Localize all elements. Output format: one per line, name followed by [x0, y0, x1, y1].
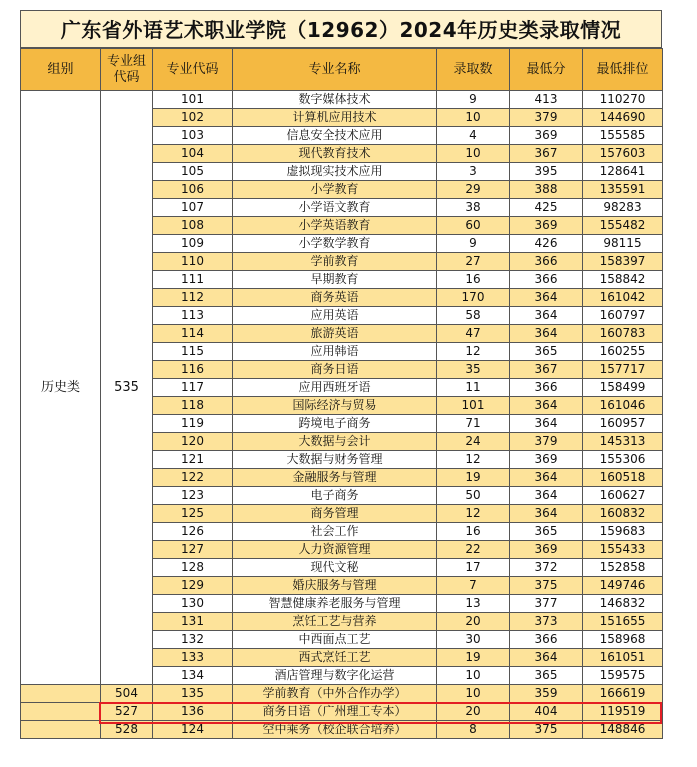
major-code-cell: 109 — [153, 235, 233, 253]
header-row — [21, 49, 663, 91]
major-code-cell: 115 — [153, 343, 233, 361]
major-code-cell: 102 — [153, 109, 233, 127]
count-cell: 58 — [437, 307, 510, 325]
group-code-cell: 504 — [101, 685, 153, 703]
min-rank-cell: 160518 — [583, 469, 663, 487]
min-rank-cell: 159683 — [583, 523, 663, 541]
min-rank-cell: 144690 — [583, 109, 663, 127]
min-rank-cell: 160832 — [583, 505, 663, 523]
min-rank-cell: 145313 — [583, 433, 663, 451]
min-rank-cell: 155585 — [583, 127, 663, 145]
count-cell: 24 — [437, 433, 510, 451]
major-name-cell: 智慧健康养老服务与管理 — [233, 595, 437, 613]
major-name-cell: 应用英语 — [233, 307, 437, 325]
min-rank-cell: 98115 — [583, 235, 663, 253]
min-rank-cell: 160627 — [583, 487, 663, 505]
count-cell: 71 — [437, 415, 510, 433]
min-rank-cell: 155482 — [583, 217, 663, 235]
group-code-cell: 527 — [101, 703, 153, 721]
header-group-code: 专业组代码 — [101, 49, 153, 91]
min-rank-cell: 148846 — [583, 721, 663, 739]
min-rank-cell: 146832 — [583, 595, 663, 613]
major-name-cell: 小学教育 — [233, 181, 437, 199]
count-cell: 19 — [437, 469, 510, 487]
min-rank-cell: 161046 — [583, 397, 663, 415]
min-rank-cell: 158499 — [583, 379, 663, 397]
min-rank-cell: 161042 — [583, 289, 663, 307]
major-name-cell: 现代教育技术 — [233, 145, 437, 163]
major-name-cell: 人力资源管理 — [233, 541, 437, 559]
count-cell: 47 — [437, 325, 510, 343]
major-name-cell: 学前教育（中外合作办学） — [233, 685, 437, 703]
major-code-cell: 112 — [153, 289, 233, 307]
count-cell: 170 — [437, 289, 510, 307]
major-name-cell: 商务英语 — [233, 289, 437, 307]
major-name-cell: 中西面点工艺 — [233, 631, 437, 649]
min-score-cell: 379 — [510, 109, 583, 127]
major-name-cell: 小学数学教育 — [233, 235, 437, 253]
major-code-cell: 131 — [153, 613, 233, 631]
min-rank-cell: 160957 — [583, 415, 663, 433]
major-name-cell: 婚庆服务与管理 — [233, 577, 437, 595]
count-cell: 20 — [437, 613, 510, 631]
min-score-cell: 375 — [510, 577, 583, 595]
empty-group-cell — [21, 685, 101, 703]
min-score-cell: 379 — [510, 433, 583, 451]
table-row — [21, 721, 663, 739]
min-rank-cell: 161051 — [583, 649, 663, 667]
count-cell: 35 — [437, 361, 510, 379]
min-score-cell: 395 — [510, 163, 583, 181]
major-code-cell: 124 — [153, 721, 233, 739]
major-code-cell: 133 — [153, 649, 233, 667]
min-score-cell: 366 — [510, 379, 583, 397]
major-code-cell: 110 — [153, 253, 233, 271]
admission-sheet — [20, 10, 662, 739]
min-rank-cell: 149746 — [583, 577, 663, 595]
min-score-cell: 364 — [510, 505, 583, 523]
min-score-cell: 364 — [510, 307, 583, 325]
min-score-cell: 364 — [510, 469, 583, 487]
major-name-cell: 社会工作 — [233, 523, 437, 541]
count-cell: 12 — [437, 451, 510, 469]
major-name-cell: 早期教育 — [233, 271, 437, 289]
min-score-cell: 375 — [510, 721, 583, 739]
min-rank-cell: 157603 — [583, 145, 663, 163]
major-code-cell: 123 — [153, 487, 233, 505]
min-score-cell: 364 — [510, 649, 583, 667]
min-rank-cell: 159575 — [583, 667, 663, 685]
count-cell: 8 — [437, 721, 510, 739]
count-cell: 10 — [437, 145, 510, 163]
major-name-cell: 应用西班牙语 — [233, 379, 437, 397]
major-name-cell: 跨境电子商务 — [233, 415, 437, 433]
min-score-cell: 369 — [510, 541, 583, 559]
header-group: 组别 — [21, 49, 101, 91]
min-rank-cell: 110270 — [583, 91, 663, 109]
major-name-cell: 小学语文教育 — [233, 199, 437, 217]
count-cell: 50 — [437, 487, 510, 505]
empty-group-cell — [21, 703, 101, 721]
major-code-cell: 118 — [153, 397, 233, 415]
major-name-cell: 酒店管理与数字化运营 — [233, 667, 437, 685]
min-rank-cell: 155433 — [583, 541, 663, 559]
header-min-rank: 最低排位 — [583, 49, 663, 91]
count-cell: 9 — [437, 235, 510, 253]
min-score-cell: 373 — [510, 613, 583, 631]
min-score-cell: 413 — [510, 91, 583, 109]
major-name-cell: 商务日语 — [233, 361, 437, 379]
major-name-cell: 计算机应用技术 — [233, 109, 437, 127]
header-count: 录取数 — [437, 49, 510, 91]
major-code-cell: 106 — [153, 181, 233, 199]
count-cell: 27 — [437, 253, 510, 271]
count-cell: 16 — [437, 523, 510, 541]
major-name-cell: 西式烹饪工艺 — [233, 649, 437, 667]
min-score-cell: 367 — [510, 145, 583, 163]
major-name-cell: 现代文秘 — [233, 559, 437, 577]
major-code-cell: 128 — [153, 559, 233, 577]
table-row — [21, 703, 663, 721]
group-label-cell: 历史类 — [21, 91, 101, 685]
major-code-cell: 127 — [153, 541, 233, 559]
count-cell: 16 — [437, 271, 510, 289]
major-code-cell: 135 — [153, 685, 233, 703]
count-cell: 7 — [437, 577, 510, 595]
major-code-cell: 116 — [153, 361, 233, 379]
major-name-cell: 金融服务与管理 — [233, 469, 437, 487]
major-name-cell: 旅游英语 — [233, 325, 437, 343]
major-name-cell: 小学英语教育 — [233, 217, 437, 235]
min-rank-cell: 151655 — [583, 613, 663, 631]
min-rank-cell: 160783 — [583, 325, 663, 343]
group-code-cell: 535 — [101, 91, 153, 685]
count-cell: 30 — [437, 631, 510, 649]
count-cell: 9 — [437, 91, 510, 109]
major-code-cell: 121 — [153, 451, 233, 469]
min-score-cell: 366 — [510, 271, 583, 289]
min-rank-cell: 158397 — [583, 253, 663, 271]
major-code-cell: 105 — [153, 163, 233, 181]
min-score-cell: 372 — [510, 559, 583, 577]
major-name-cell: 数字媒体技术 — [233, 91, 437, 109]
sheet-title: 广东省外语艺术职业学院（12962）2024年历史类录取情况 — [20, 10, 662, 48]
count-cell: 12 — [437, 343, 510, 361]
count-cell: 60 — [437, 217, 510, 235]
count-cell: 29 — [437, 181, 510, 199]
min-rank-cell: 152858 — [583, 559, 663, 577]
min-rank-cell: 158968 — [583, 631, 663, 649]
min-rank-cell: 98283 — [583, 199, 663, 217]
table-row — [21, 685, 663, 703]
major-name-cell: 学前教育 — [233, 253, 437, 271]
major-code-cell: 113 — [153, 307, 233, 325]
major-code-cell: 101 — [153, 91, 233, 109]
count-cell: 10 — [437, 109, 510, 127]
min-score-cell: 364 — [510, 487, 583, 505]
major-code-cell: 114 — [153, 325, 233, 343]
count-cell: 19 — [437, 649, 510, 667]
major-name-cell: 虚拟现实技术应用 — [233, 163, 437, 181]
major-code-cell: 126 — [153, 523, 233, 541]
min-score-cell: 365 — [510, 667, 583, 685]
table-body — [21, 91, 663, 739]
min-score-cell: 365 — [510, 343, 583, 361]
major-code-cell: 117 — [153, 379, 233, 397]
count-cell: 17 — [437, 559, 510, 577]
major-name-cell: 大数据与会计 — [233, 433, 437, 451]
count-cell: 22 — [437, 541, 510, 559]
count-cell: 10 — [437, 685, 510, 703]
count-cell: 4 — [437, 127, 510, 145]
header-major-name: 专业名称 — [233, 49, 437, 91]
min-score-cell: 364 — [510, 325, 583, 343]
min-rank-cell: 128641 — [583, 163, 663, 181]
major-code-cell: 130 — [153, 595, 233, 613]
min-rank-cell: 160797 — [583, 307, 663, 325]
min-rank-cell: 166619 — [583, 685, 663, 703]
major-code-cell: 103 — [153, 127, 233, 145]
admission-table — [20, 48, 663, 739]
major-name-cell: 信息安全技术应用 — [233, 127, 437, 145]
major-code-cell: 120 — [153, 433, 233, 451]
count-cell: 11 — [437, 379, 510, 397]
min-score-cell: 369 — [510, 217, 583, 235]
major-name-cell: 大数据与财务管理 — [233, 451, 437, 469]
min-score-cell: 425 — [510, 199, 583, 217]
table-row — [21, 91, 663, 109]
min-score-cell: 404 — [510, 703, 583, 721]
min-score-cell: 364 — [510, 397, 583, 415]
major-code-cell: 119 — [153, 415, 233, 433]
min-score-cell: 388 — [510, 181, 583, 199]
min-score-cell: 366 — [510, 631, 583, 649]
empty-group-cell — [21, 721, 101, 739]
major-code-cell: 104 — [153, 145, 233, 163]
count-cell: 101 — [437, 397, 510, 415]
major-code-cell: 111 — [153, 271, 233, 289]
min-score-cell: 426 — [510, 235, 583, 253]
min-score-cell: 365 — [510, 523, 583, 541]
major-code-cell: 108 — [153, 217, 233, 235]
header-major-code: 专业代码 — [153, 49, 233, 91]
major-code-cell: 129 — [153, 577, 233, 595]
count-cell: 3 — [437, 163, 510, 181]
count-cell: 13 — [437, 595, 510, 613]
major-name-cell: 商务日语（广州理工专本） — [233, 703, 437, 721]
major-name-cell: 国际经济与贸易 — [233, 397, 437, 415]
min-rank-cell: 119519 — [583, 703, 663, 721]
group-code-cell: 528 — [101, 721, 153, 739]
min-rank-cell: 158842 — [583, 271, 663, 289]
min-score-cell: 364 — [510, 415, 583, 433]
min-rank-cell: 135591 — [583, 181, 663, 199]
count-cell: 12 — [437, 505, 510, 523]
count-cell: 20 — [437, 703, 510, 721]
min-score-cell: 377 — [510, 595, 583, 613]
min-score-cell: 366 — [510, 253, 583, 271]
count-cell: 38 — [437, 199, 510, 217]
major-name-cell: 应用韩语 — [233, 343, 437, 361]
min-score-cell: 359 — [510, 685, 583, 703]
major-code-cell: 125 — [153, 505, 233, 523]
major-code-cell: 136 — [153, 703, 233, 721]
min-score-cell: 369 — [510, 451, 583, 469]
major-code-cell: 132 — [153, 631, 233, 649]
min-score-cell: 364 — [510, 289, 583, 307]
min-score-cell: 369 — [510, 127, 583, 145]
major-code-cell: 107 — [153, 199, 233, 217]
major-code-cell: 134 — [153, 667, 233, 685]
major-name-cell: 空中乘务（校企联合培养） — [233, 721, 437, 739]
min-rank-cell: 155306 — [583, 451, 663, 469]
count-cell: 10 — [437, 667, 510, 685]
major-name-cell: 电子商务 — [233, 487, 437, 505]
min-rank-cell: 157717 — [583, 361, 663, 379]
major-code-cell: 122 — [153, 469, 233, 487]
min-score-cell: 367 — [510, 361, 583, 379]
header-min-score: 最低分 — [510, 49, 583, 91]
major-name-cell: 商务管理 — [233, 505, 437, 523]
major-name-cell: 烹饪工艺与营养 — [233, 613, 437, 631]
min-rank-cell: 160255 — [583, 343, 663, 361]
